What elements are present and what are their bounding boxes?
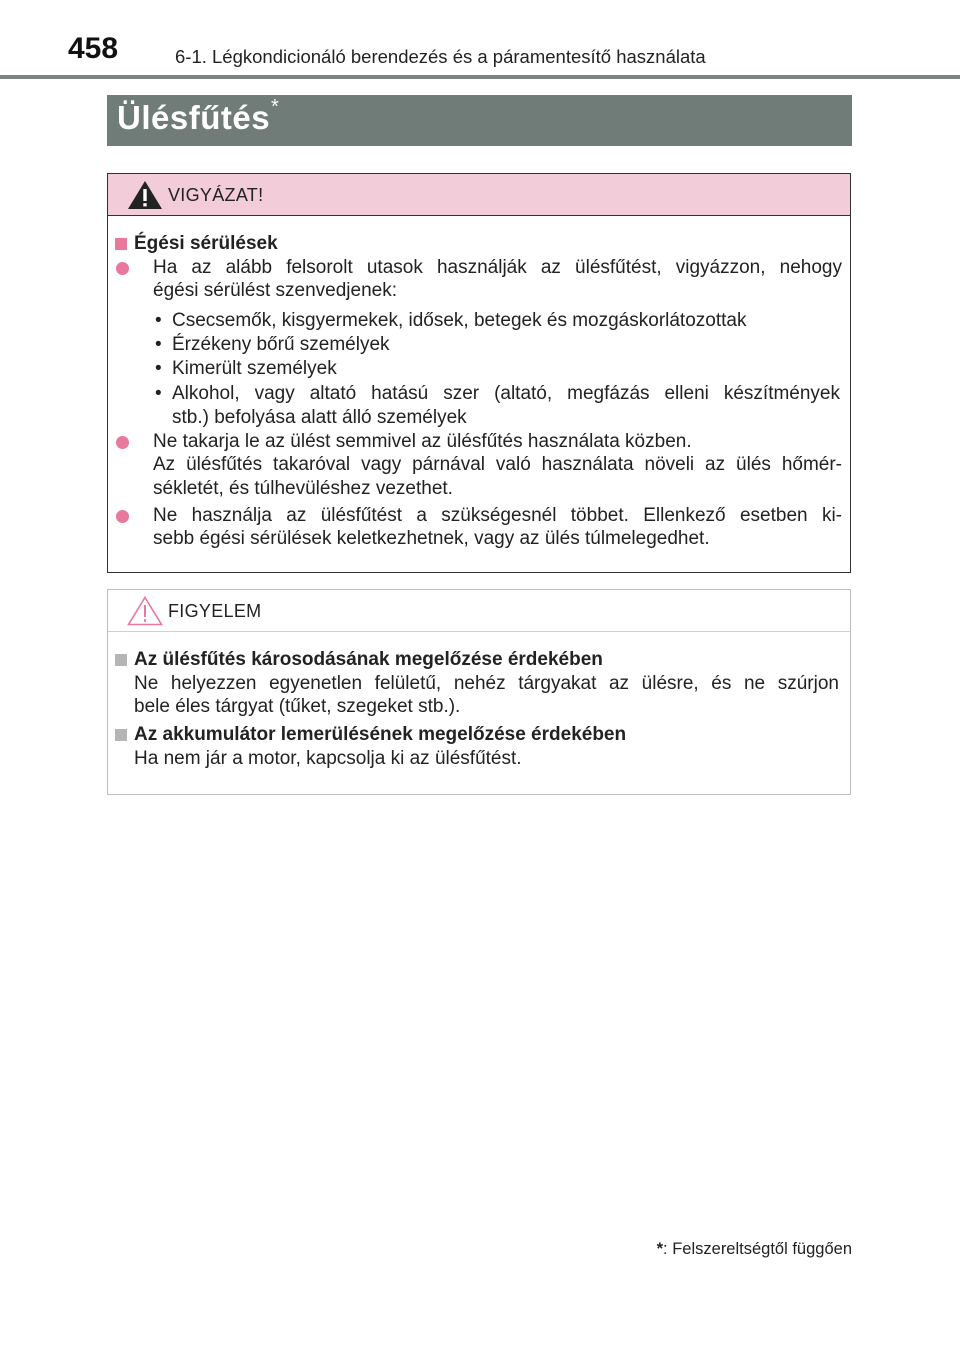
notice-header [108, 590, 850, 632]
notice-heading-square-icon [115, 729, 127, 741]
notice-label: FIGYELEM [168, 601, 262, 621]
warning-header [108, 174, 850, 216]
notice-box [107, 589, 851, 795]
sub-item-bullet: • [155, 334, 162, 355]
section-title: 6-1. Légkondicionáló berendezés és a páramentesítő használata [175, 46, 706, 67]
page-number: 458 [68, 32, 119, 65]
warning-heading: Égési sérülések [134, 233, 278, 254]
warning-heading-square-icon [115, 238, 127, 250]
bullet-circle-icon [116, 436, 129, 449]
warning-bullet3-line2: sebb égési sérülések keletkezhetnek, vagy az ülés túlmelegedhet. [153, 528, 710, 549]
warning-bullet2-line1: Ne takarja le az ülést semmivel az ülésfűtés használata közben. [153, 431, 692, 452]
bullet-circle-icon [116, 510, 129, 523]
notice-text-2: Ha nem jár a motor, kapcsolja ki az ülésfűtést. [134, 748, 522, 769]
warning-bullet1-line2: égési sérülést szenvedjenek: [153, 280, 397, 301]
warning-bullet3-line1: Ne használja az ülésfűtést a szükségesnél többet. Ellenkező esetben ki- [153, 505, 842, 526]
footnote [657, 1240, 852, 1259]
sub-item-bullet: • [155, 358, 162, 379]
sub-item-bullet: • [155, 383, 162, 404]
warning-triangle-icon [126, 179, 164, 211]
footnote-text: : Felszereltségtől függően [663, 1240, 852, 1258]
page-title: Ülésfűtés [117, 99, 271, 136]
notice-heading-1: Az ülésfűtés károsodásának megelőzése érdekében [134, 649, 603, 670]
notice-heading-square-icon [115, 654, 127, 666]
sub-item-1: Csecsemők, kisgyermekek, idősek, betegek és mozgáskorlátozottak [172, 310, 747, 331]
sub-item-2: Érzékeny bőrű személyek [172, 334, 390, 355]
sub-item-4-line1: Alkohol, vagy altató hatású szer (altató, megfázás elleni készítmények [172, 383, 840, 404]
warning-label: VIGYÁZAT! [168, 185, 264, 205]
warning-bullet1-line1: Ha az alább felsorolt utasok használják az ülésfűtést, vigyázzon, nehogy [153, 257, 842, 278]
warning-bullet2-line3: sékletét, és túlhevüléshez vezethet. [153, 478, 453, 499]
caution-triangle-icon [126, 595, 164, 627]
notice-text-1-line2: bele éles tárgyat (tűket, szegeket stb.). [134, 696, 461, 717]
warning-bullet2-line2: Az ülésfűtés takaróval vagy párnával való használata növeli az ülés hőmér- [153, 454, 842, 475]
header-divider [0, 75, 960, 79]
sub-item-bullet: • [155, 310, 162, 331]
notice-heading-2: Az akkumulátor lemerülésének megelőzése érdekében [134, 724, 627, 745]
sub-item-4-line2: stb.) befolyása alatt álló személyek [172, 407, 467, 428]
notice-text-1-line1: Ne helyezzen egyenetlen felületű, nehéz tárgyakat az ülésre, és ne szúrjon [134, 673, 839, 694]
bullet-circle-icon [116, 262, 129, 275]
sub-item-3: Kimerült személyek [172, 358, 337, 379]
title-asterisk: * [271, 96, 279, 118]
warning-box [107, 173, 851, 573]
footnote-asterisk: * [656, 1240, 664, 1258]
